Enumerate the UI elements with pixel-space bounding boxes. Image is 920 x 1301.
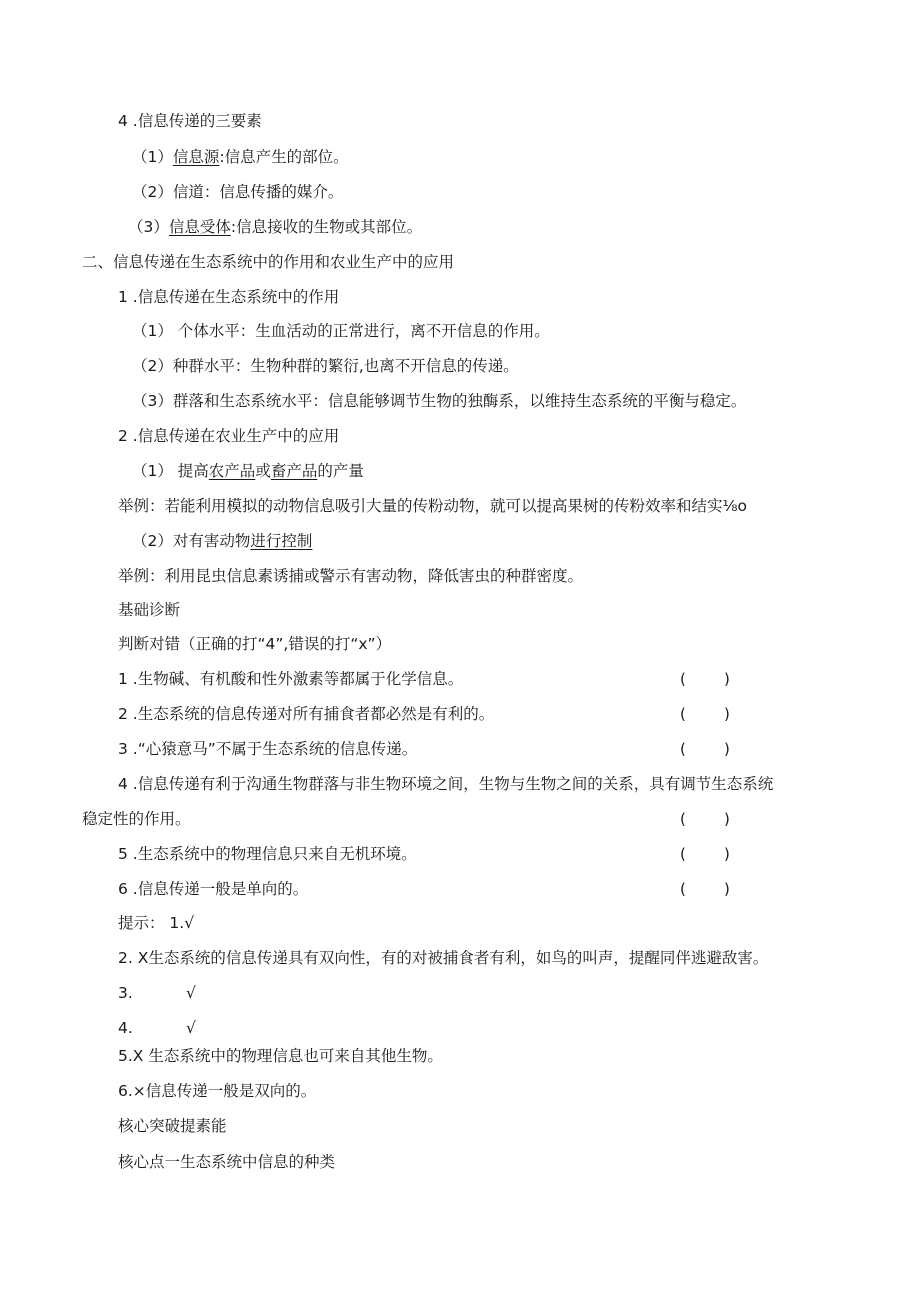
text: 或: [255, 462, 271, 480]
section-4-title: 4 .信息传递的三要素: [118, 112, 262, 130]
example-1: 举例：若能利用模拟的动物信息吸引大量的传粉动物，就可以提高果树的传粉效率和结实⅛o: [118, 497, 748, 515]
answer-blank-3[interactable]: ( ): [680, 740, 730, 758]
role-population: （2）种群水平：生物种群的繁衍,也离不开信息的传递。: [132, 357, 519, 375]
sub-1-title: 1 .信息传递在生态系统中的作用: [118, 288, 340, 306]
answer-blank-2[interactable]: ( ): [680, 705, 730, 723]
item-number: （1）: [132, 148, 173, 166]
part-2-heading: 二、信息传递在生态系统中的作用和农业生产中的应用: [82, 253, 455, 271]
hint-5: 5.X 生态系统中的物理信息也可来自其他生物。: [118, 1047, 443, 1065]
application-pest-control: [132, 531, 312, 551]
text: 的产量: [317, 462, 364, 480]
sub-2-title: 2 .信息传递在农业生产中的应用: [118, 427, 340, 445]
question-2: 2 .生态系统的信息传递对所有捕食者都必然是有利的。: [118, 705, 495, 723]
term-control: 进行控制: [250, 532, 313, 550]
hint-6: 6.×信息传递一般是双向的。: [118, 1082, 317, 1100]
term-info-receptor: 信息受体: [168, 218, 231, 236]
question-3: 3 .“心猿意马”不属于生态系统的信息传递。: [118, 740, 418, 758]
definition: :信息接收的生物或其部位。: [230, 218, 423, 236]
item-number: （2）: [132, 183, 173, 201]
application-yield: [132, 461, 364, 481]
question-4-continued: 稳定性的作用。: [82, 810, 191, 828]
question-1: 1 .生物碱、有机酸和性外激素等都属于化学信息。: [118, 670, 464, 688]
term-livestock-products: 畜产品: [270, 462, 318, 480]
question-6: 6 .信息传递一般是单向的。: [118, 880, 309, 898]
hint-3-number: 3.: [118, 984, 133, 1002]
diagnosis-title: 基础诊断: [118, 601, 181, 619]
hint-3-mark: √: [186, 984, 196, 1002]
hint-4-mark: √: [186, 1019, 196, 1037]
answer-blank-6[interactable]: ( ): [680, 880, 730, 898]
diagnosis-instruction: 判断对错（正确的打“4”,错误的打“x”）: [118, 635, 392, 653]
term-agri-products: 农产品: [208, 462, 256, 480]
item-number: （3）: [128, 218, 169, 236]
example-2: 举例：利用昆虫信息素诱捕或警示有害动物，降低害虫的种群密度。: [118, 567, 584, 585]
element-source: [132, 147, 349, 167]
core-point-1: 核心点一生态系统中信息的种类: [118, 1153, 336, 1171]
role-individual: （1） 个体水平：生血活动的正常进行，离不开信息的作用。: [132, 322, 550, 340]
term-info-source: 信息源: [172, 148, 220, 166]
element-channel: [132, 182, 343, 202]
term-channel: 信道: [172, 183, 204, 201]
core-title: 核心突破提素能: [118, 1117, 227, 1135]
question-5: 5 .生态系统中的物理信息只来自无机环境。: [118, 845, 417, 863]
role-community: （3）群落和生态系统水平：信息能够调节生物的独酶系，以维持生态系统的平衡与稳定。: [132, 392, 747, 410]
text: （2）对有害动物: [132, 532, 251, 550]
text: （1） 提高: [132, 462, 209, 480]
answer-blank-5[interactable]: ( ): [680, 845, 730, 863]
answer-blank-1[interactable]: ( ): [680, 670, 730, 688]
answer-blank-4[interactable]: ( ): [680, 810, 730, 828]
question-4: 4 .信息传递有利于沟通生物群落与非生物环境之间，生物与生物之间的关系，具有调节生态系统: [118, 775, 774, 793]
definition: ：信息传播的媒介。: [203, 183, 344, 201]
hint-2: 2. X生态系统的信息传递具有双向性，有的对被捕食者有利，如鸟的叫声，提醒同伴逃避敌害。: [118, 949, 769, 967]
hint-4-number: 4.: [118, 1019, 133, 1037]
element-receptor: [128, 217, 422, 237]
definition: :信息产生的部位。: [219, 148, 349, 166]
hint-1: 提示： 1.√: [118, 914, 195, 932]
